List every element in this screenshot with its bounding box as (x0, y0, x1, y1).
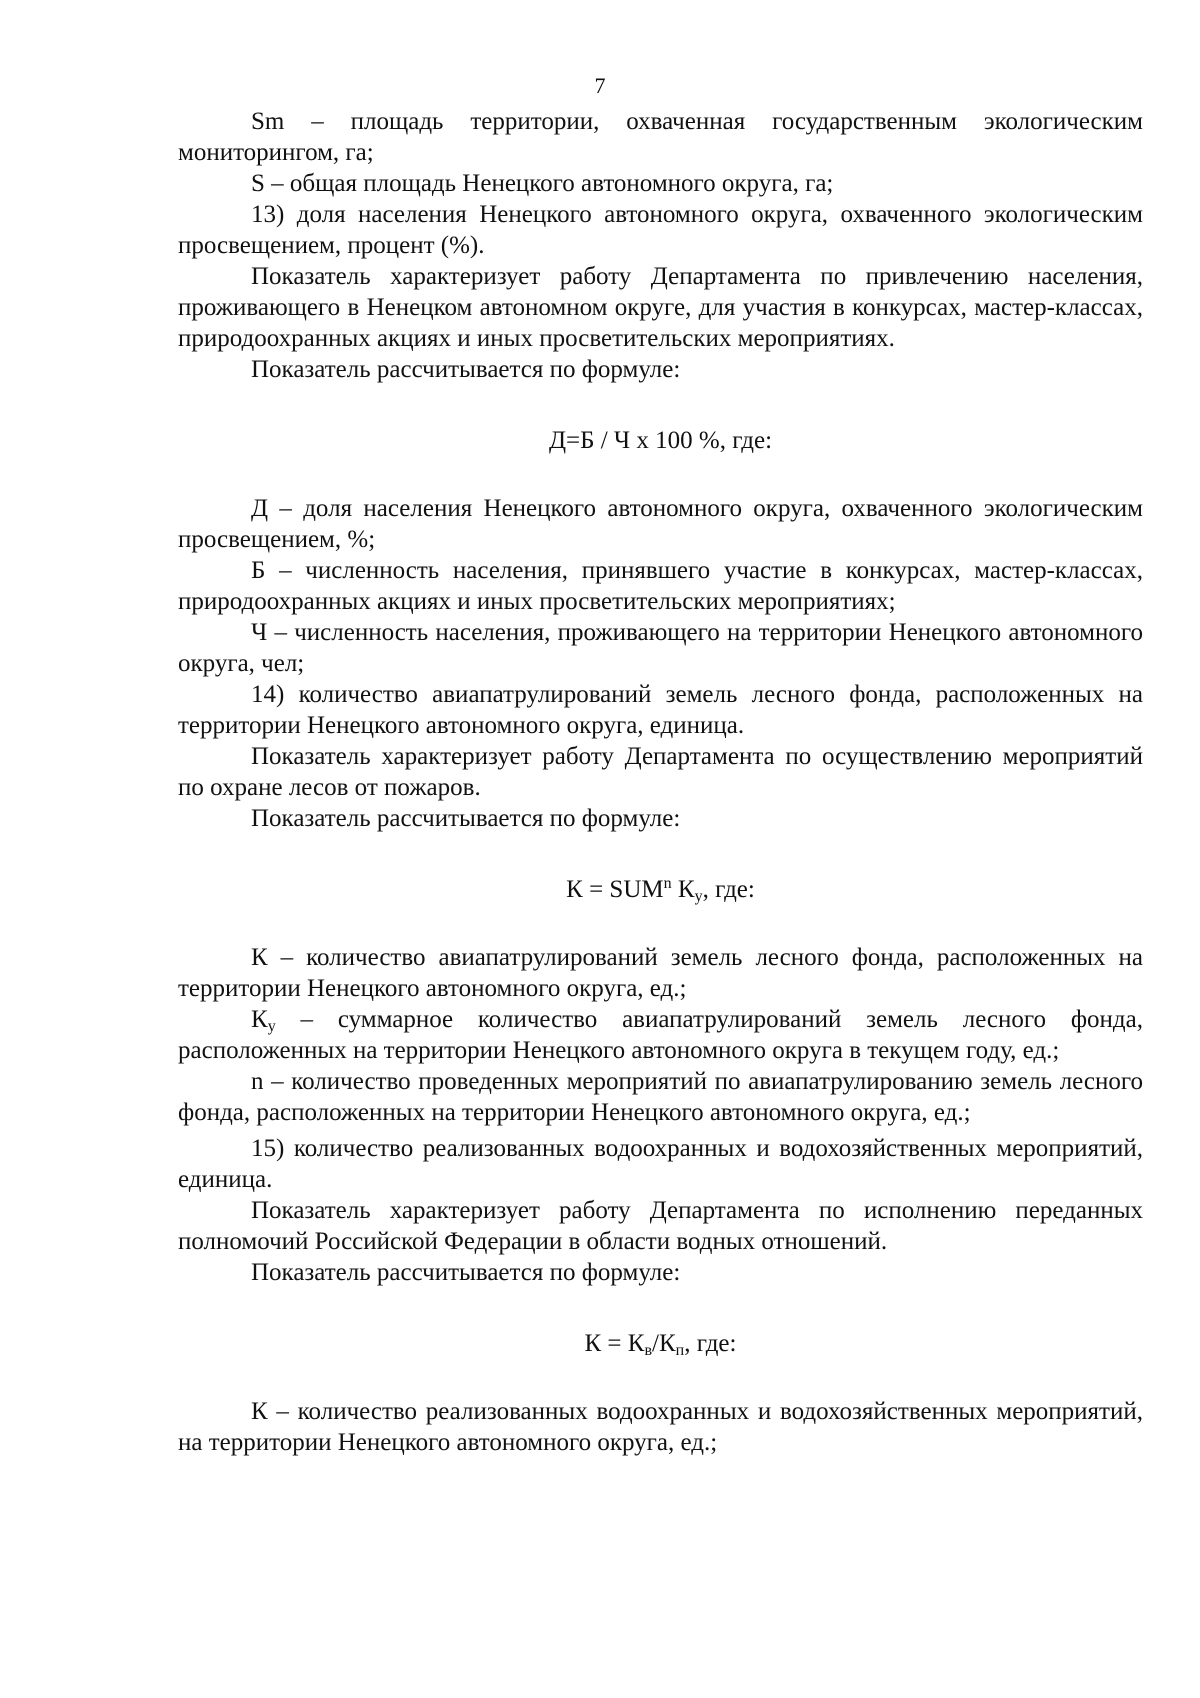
ky-symbol: К (251, 1006, 268, 1033)
formula-air-patrols-sub: у (694, 888, 703, 905)
formula-water-sub1: в (644, 1342, 653, 1359)
paragraph-k-definition-1: К – количество авиапатрулирований земель лесного фонда, расположенных на территории Ненецкого автономного округа, ед.; (178, 944, 1143, 1002)
paragraph-b-definition: Б – численность населения, принявшего участие в конкурсах, мастер-классах, природоохранных акциях и иных просветительских мероприятиях; (178, 557, 1143, 615)
ky-definition-text: – суммарное количество авиапатрулирований земель лесного фонда, расположенных на территории Ненецкого автономного округа в текущем году, ед.; (178, 1006, 1143, 1064)
paragraph-ch-definition: Ч – численность населения, проживающего на территории Ненецкого автономного округа, чел; (178, 619, 1143, 677)
page-number: 7 (594, 73, 606, 98)
paragraph-formula-intro-2: Показатель рассчитывается по формуле: (251, 805, 681, 832)
paragraph-indicator-13: 13) доля населения Ненецкого автономного округа, охваченного экологическим просвещением, процент (%). (178, 201, 1143, 259)
formula-water-mid: /К (652, 1330, 676, 1357)
paragraph-d-definition: Д – доля населения Ненецкого автономного округа, охваченного экологическим просвещением, %; (178, 495, 1143, 553)
paragraph-formula-intro-1: Показатель рассчитывается по формуле: (251, 356, 681, 383)
formula-water-measures (178, 1328, 1143, 1359)
paragraph-sm-definition: Sm – площадь территории, охваченная государственным экологическим мониторингом, га; (178, 108, 1143, 166)
paragraph-ky-definition (178, 1004, 1143, 1066)
paragraph-formula-intro-3: Показатель рассчитывается по формуле: (251, 1259, 681, 1286)
formula-share-population: Д=Б / Ч х 100 %, где: (548, 427, 773, 454)
paragraph-indicator-14-description: Показатель характеризует работу Департамента по осуществлению мероприятий по охране лесов от пожаров. (178, 743, 1143, 801)
paragraph-indicator-14: 14) количество авиапатрулирований земель лесного фонда, расположенных на территории Ненецкого автономного округа, единица. (178, 681, 1143, 739)
formula-water-lhs: К = К (584, 1330, 645, 1357)
paragraph-n-definition: n – количество проведенных мероприятий по авиапатрулированию земель лесного фонда, расположенных на территории Ненецкого автономного округа, ед.; (178, 1068, 1143, 1126)
formula-air-patrols-tail: , где: (702, 876, 755, 903)
formula-air-patrols-sup: n (663, 875, 672, 892)
paragraph-indicator-15: 15) количество реализованных водоохранных и водохозяйственных мероприятий, единица. (178, 1135, 1143, 1193)
formula-air-patrols (178, 874, 1143, 905)
formula-water-sub2: п (675, 1342, 685, 1359)
formula-water-tail: , где: (684, 1330, 737, 1357)
document-body (178, 106, 1143, 1458)
paragraph-indicator-13-description: Показатель характеризует работу Департамента по привлечению населения, проживающего в Ненецком автономном округе, для участия в конкурсах, мастер-классах, природоохранных акциях и иных просветительских мероприятиях. (178, 263, 1143, 352)
paragraph-k-definition-2: К – количество реализованных водоохранных и водохозяйственных мероприятий, на территории Ненецкого автономного округа, ед.; (178, 1398, 1143, 1456)
formula-air-patrols-k: К (671, 876, 695, 903)
paragraph-indicator-15-description: Показатель характеризует работу Департамента по исполнению переданных полномочий Российской Федерации в области водных отношений. (178, 1197, 1143, 1255)
paragraph-s-definition: S – общая площадь Ненецкого автономного округа, га; (251, 170, 834, 197)
formula-air-patrols-lhs: К = SUM (566, 876, 664, 903)
ky-subscript: у (267, 1018, 276, 1035)
